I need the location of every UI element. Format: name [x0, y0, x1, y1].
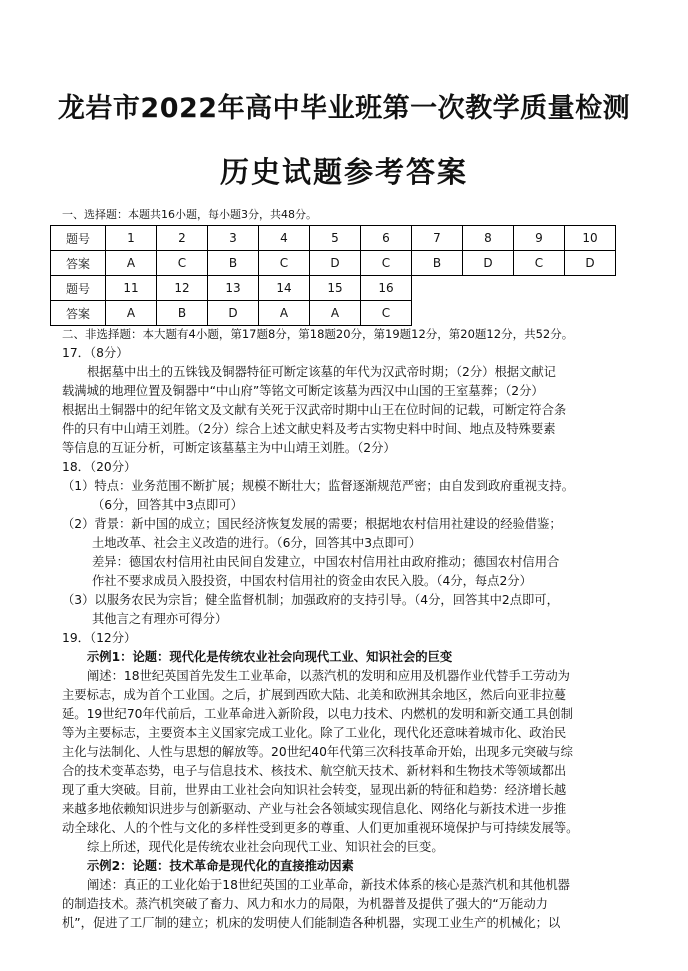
a-cell: D: [565, 251, 616, 276]
label-answer: 答案: [51, 301, 106, 326]
q-cell: 4: [259, 226, 310, 251]
label-answer: 答案: [51, 251, 106, 276]
q19-ex1-line: 合的技术变革态势，电子与信息技术、核技术、航空航天技术、新材料和生物技术等领域都出: [62, 764, 567, 778]
a-cell: C: [514, 251, 565, 276]
q19-ex1-line: 来越多地依赖知识进步与创新驱动、产业与社会各领域实现信息化、网络化与新技术进一步推: [62, 802, 567, 816]
section-2-heading: 二、非选择题：本大题有4小题，第17题8分，第18题20分，第19题12分，第20题12分，共52分。: [62, 327, 574, 341]
q-cell: 8: [463, 226, 514, 251]
a-cell: C: [361, 251, 412, 276]
section-1-heading: 一、选择题：本题共16小题，每小题3分，共48分。: [62, 208, 317, 221]
q-cell: 1: [106, 226, 157, 251]
a-cell: A: [106, 301, 157, 326]
q17-line: 等信息的互证分析，可断定该墓墓主为中山靖王刘胜。（2分）: [62, 441, 396, 455]
a-cell: C: [259, 251, 310, 276]
q19-ex1-line: 现了重大突破。目前，世界由工业社会向知识社会转变，显现出新的特征和趋势：经济增长越: [62, 783, 567, 797]
a-cell: D: [463, 251, 514, 276]
a-cell: C: [157, 251, 208, 276]
q19-ex1-line: 主化与法制化、人性与思想的解放等。20世纪40年代第三次科技革命开始，出现多元突破与综: [62, 745, 573, 759]
a-cell: D: [208, 301, 259, 326]
exam-title: 龙岩市2022年高中毕业班第一次教学质量检测: [57, 93, 631, 124]
a-cell: B: [208, 251, 259, 276]
q17-line: 根据出土铜器中的纪年铭文及文献有关死于汉武帝时期中山王在位时间的记载，可断定符合条: [62, 403, 567, 417]
q-cell: 3: [208, 226, 259, 251]
q19-example1-title: 示例1：论题：现代化是传统农业社会向现代工业、知识社会的巨变: [87, 650, 453, 664]
q-cell: 9: [514, 226, 565, 251]
q-cell: 14: [259, 276, 310, 301]
q-cell: 12: [157, 276, 208, 301]
empty-cell: [412, 276, 616, 301]
a-cell: B: [412, 251, 463, 276]
q18-part2-cont: 土地改革、社会主义改造的进行。（6分，回答其中3点即可）: [92, 536, 422, 550]
q19-ex2-line: 的制造技术。蒸汽机突破了畜力、风力和水力的局限，为机器普及提供了强大的“万能动力: [62, 897, 548, 911]
answer-row-2: [51, 301, 616, 326]
q18-part2-diff-cont: 作社不要求成员入股投资，中国农村信用社的资金由农民入股。（4分，每点2分）: [92, 574, 532, 588]
q-cell: 16: [361, 276, 412, 301]
q18-heading: 18．（20分）: [62, 460, 137, 474]
a-cell: B: [157, 301, 208, 326]
q-cell: 6: [361, 226, 412, 251]
q19-ex1-conclusion: 综上所述，现代化是传统农业社会向现代工业、知识社会的巨变。: [87, 840, 444, 854]
q18-part1-cont: （6分，回答其中3点即可）: [92, 498, 243, 512]
q-cell: 11: [106, 276, 157, 301]
q-cell: 7: [412, 226, 463, 251]
q19-ex1-line: 动全球化、人的个性与文化的多样性受到更多的尊重、人们更加重视环境保护与可持续发展等。: [62, 821, 579, 835]
q-cell: 13: [208, 276, 259, 301]
q18-part3-cont: 其他言之有理亦可得分）: [92, 612, 228, 626]
q18-part2-diff: 差异：德国农村信用社由民间自发建立，中国农村信用社由政府推动；德国农村信用合: [92, 555, 560, 569]
label-question: 题号: [51, 226, 106, 251]
q18-part3: （3）以服务农民为宗旨；健全监督机制；加强政府的支持引导。（4分，回答其中2点即可，: [62, 593, 559, 607]
question-row-2: [51, 276, 616, 301]
q19-example2-title: 示例2：论题：技术革命是现代化的直接推动因素: [87, 859, 354, 873]
q19-ex1-line: 阐述：18世纪英国首先发生工业革命，以蒸汽机的发明和应用及机器作业代替手工劳动为: [87, 669, 570, 683]
q-cell: 15: [310, 276, 361, 301]
q19-heading: 19．（12分）: [62, 631, 137, 645]
q19-ex2-line: 机”，促进了工厂制的建立；机床的发明使人们能制造各种机器，实现工业生产的机械化；以: [62, 916, 561, 930]
q18-part1: （1）特点：业务范围不断扩展；规模不断壮大；监督逐渐规范严密；由自发到政府重视支持。: [62, 479, 574, 493]
q17-line: 件的只有中山靖王刘胜。（2分）综合上述文献史料及考古实物史料中时间、地点及特殊要素: [62, 422, 556, 436]
a-cell: A: [310, 301, 361, 326]
q17-line: 载满城的地理位置及铜器中“中山府”等铭文可断定该墓为西汉中山国的王室墓葬；（2分）: [62, 384, 544, 398]
q-cell: 10: [565, 226, 616, 251]
q19-ex1-line: 等为主要标志，主要资本主义国家完成工业化。除了工业化，现代化还意味着城市化、政治民: [62, 726, 567, 740]
empty-cell: [412, 301, 616, 326]
answers-body: [62, 325, 636, 933]
q19-ex1-line: 主要标志，成为首个工业国。之后，扩展到西欧大陆、北美和欧洲其余地区，然后向亚非拉蔓: [62, 688, 567, 702]
q19-ex1-line: 延。19世纪70年代前后，工业革命进入新阶段，以电力技术、内燃机的发明和新交通工具创制: [62, 707, 573, 721]
q-cell: 2: [157, 226, 208, 251]
a-cell: A: [106, 251, 157, 276]
q19-ex2-line: 阐述：真正的工业化始于18世纪英国的工业革命，新技术体系的核心是蒸汽机和其他机器: [87, 878, 570, 892]
answer-row-1: [51, 251, 616, 276]
q18-part2: （2）背景：新中国的成立；国民经济恢复发展的需要；根据地农村信用社建设的经验借鉴；: [62, 517, 562, 531]
a-cell: C: [361, 301, 412, 326]
q-cell: 5: [310, 226, 361, 251]
q17-heading: 17．（8分）: [62, 346, 129, 360]
answer-key-title: 历史试题参考答案: [219, 155, 468, 189]
question-row-1: [51, 226, 616, 251]
answer-table: [50, 225, 616, 326]
q17-line: 根据墓中出土的五铢钱及铜器特征可断定该墓的年代为汉武帝时期；（2分）根据文献记: [87, 365, 556, 379]
label-question: 题号: [51, 276, 106, 301]
a-cell: D: [310, 251, 361, 276]
a-cell: A: [259, 301, 310, 326]
